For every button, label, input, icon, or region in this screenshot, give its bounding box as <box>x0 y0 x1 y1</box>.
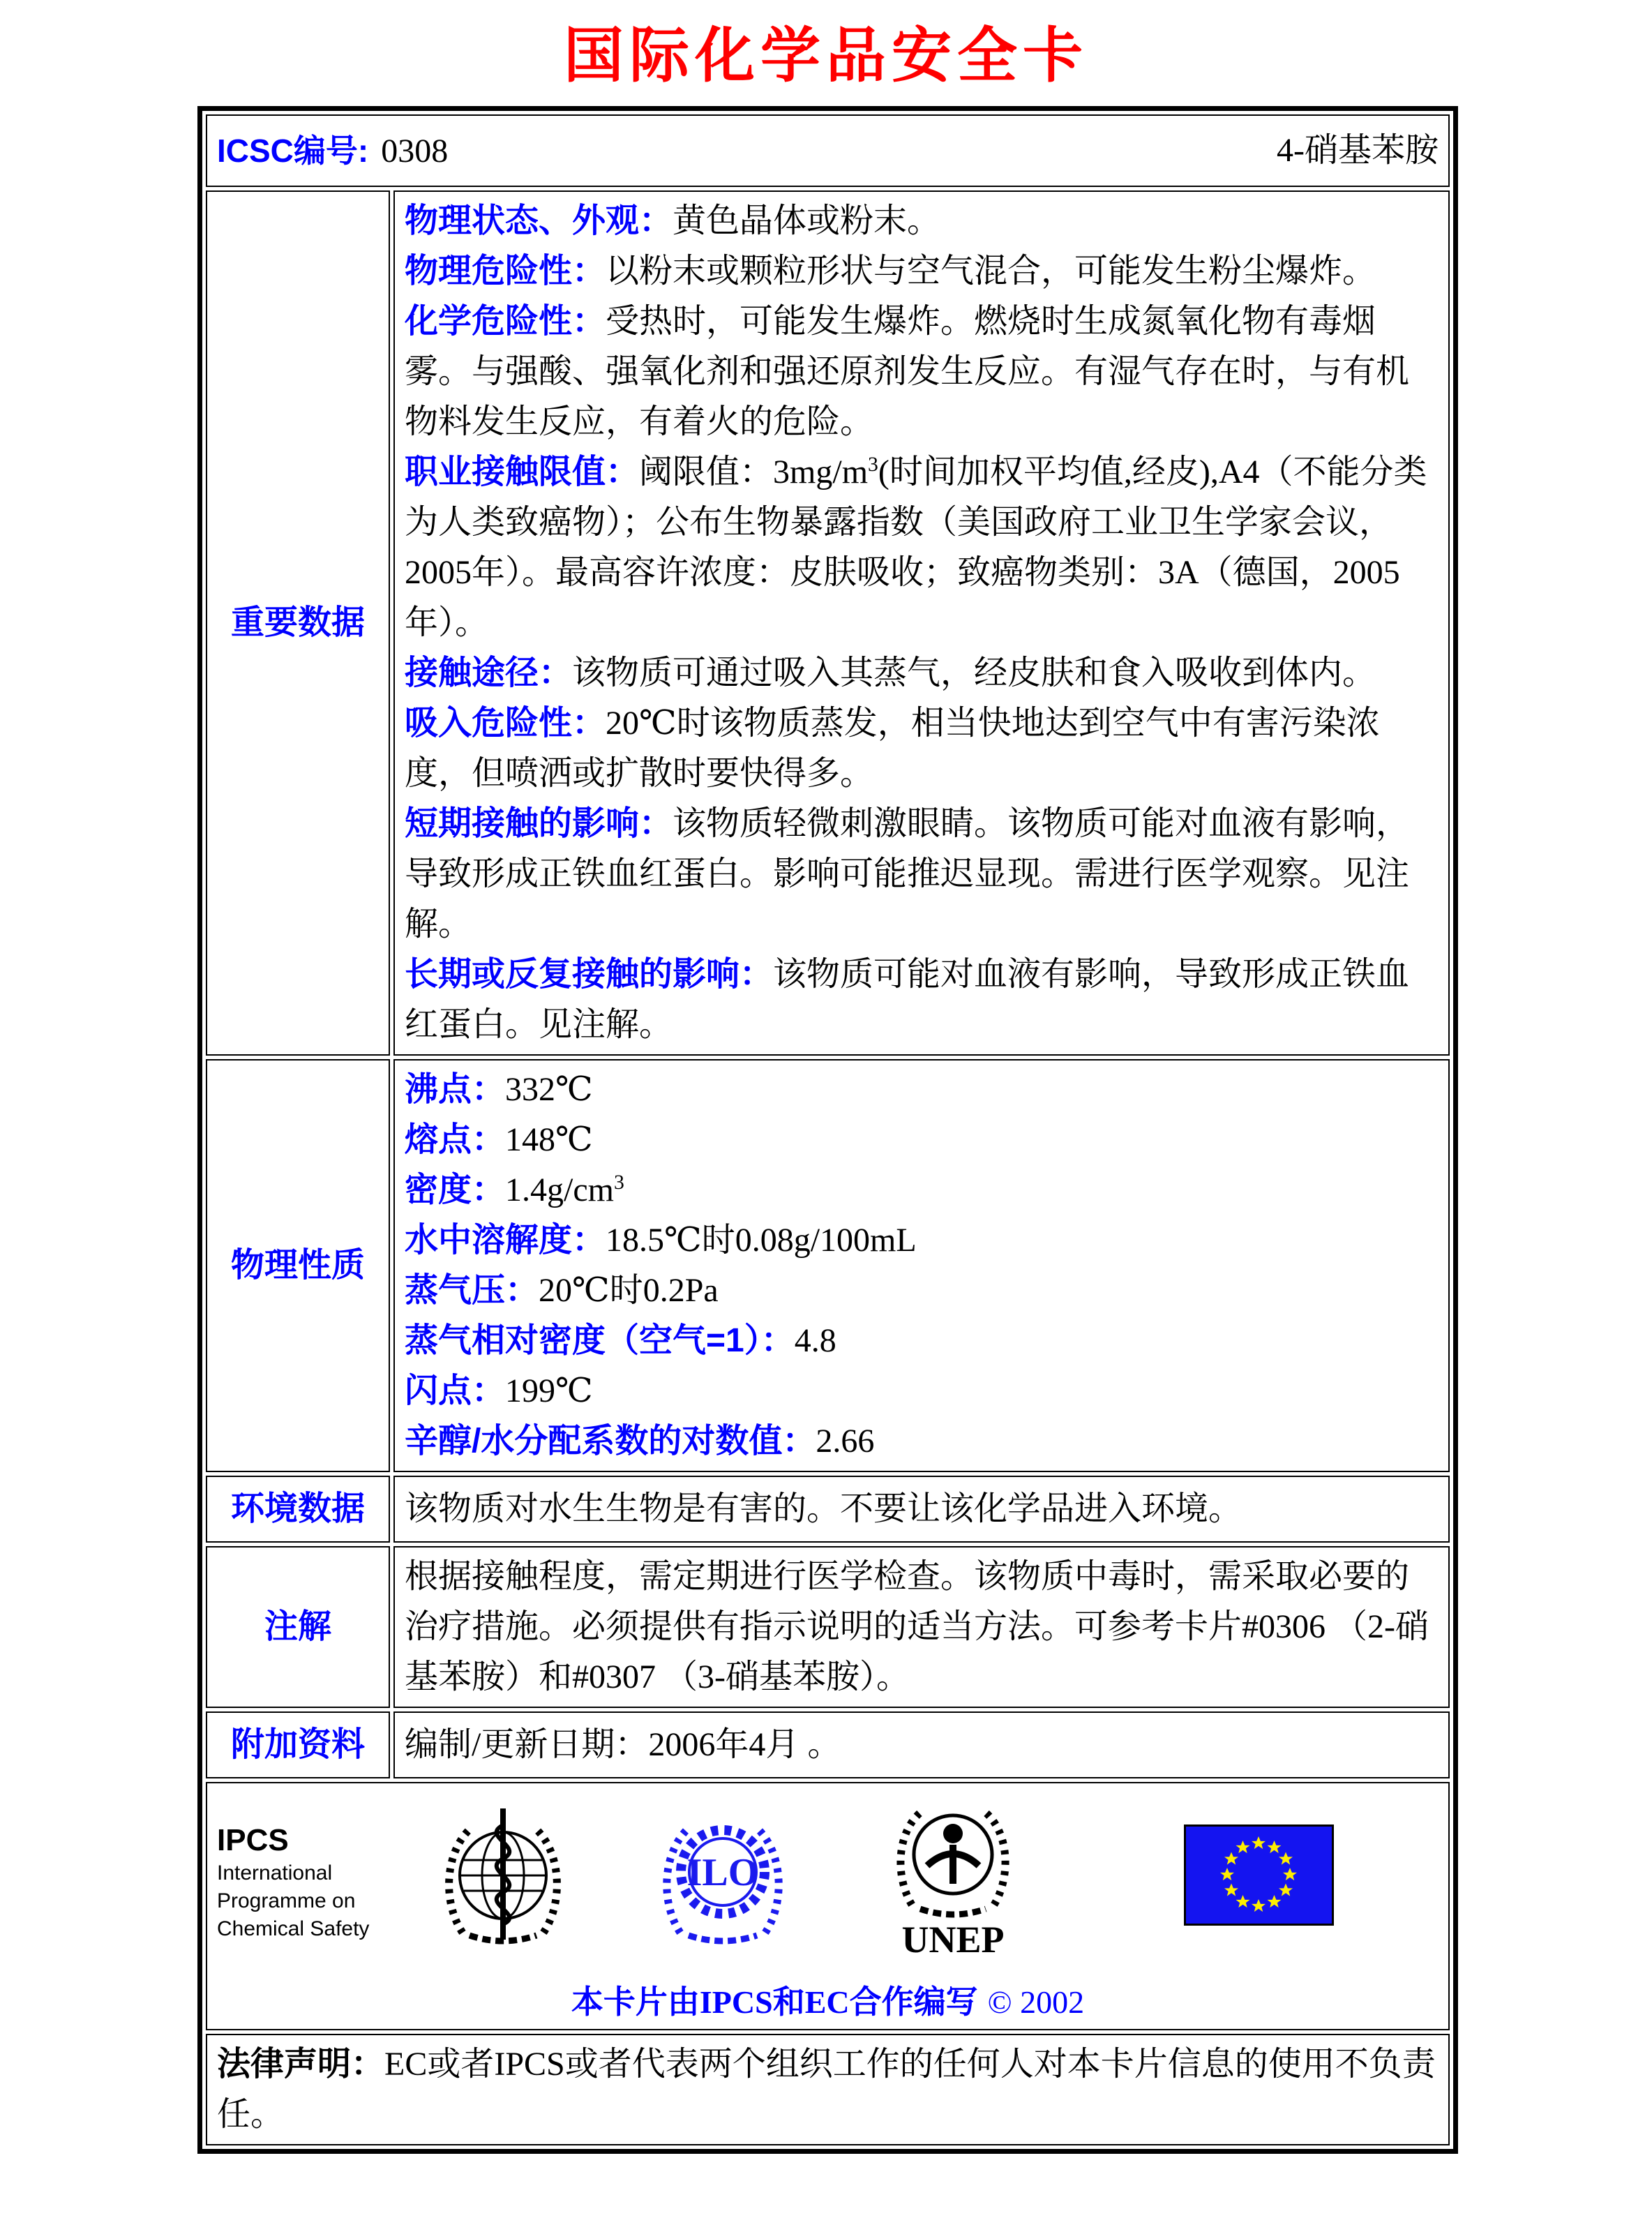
item-label: 密度： <box>405 1171 506 1208</box>
credit-text: 本卡片由IPCS和EC合作编写 <box>571 1984 978 2020</box>
item-text: 18.5℃时0.08g/100mL <box>606 1222 917 1259</box>
important-data-item <box>405 950 1439 1050</box>
section-label-physical-properties: 物理性质 <box>206 1059 390 1472</box>
icsc-number-label: ICSC编号: <box>217 132 369 169</box>
item-text: 199℃ <box>505 1372 593 1409</box>
important-data-item <box>405 799 1439 950</box>
item-text: 以粉末或颗粒形状与空气混合，可能发生粉尘爆炸。 <box>606 253 1376 290</box>
item-text: 黄色晶体或粉末。 <box>673 202 941 239</box>
ilo-emblem-icon <box>656 1806 789 1960</box>
eu-flag-icon <box>1184 1824 1334 1940</box>
ipcs-title: IPCS <box>217 1823 289 1857</box>
physical-property-item <box>405 1165 1439 1215</box>
credit-line <box>217 1981 1439 2023</box>
physical-property-item <box>405 1115 1439 1165</box>
logos-cell <box>206 1782 1450 2030</box>
section-row-environmental-data <box>206 1476 1450 1543</box>
page-title: 国际化学品安全卡 <box>564 22 1088 89</box>
item-label: 水中溶解度： <box>405 1222 606 1259</box>
additional-info-content: 编制/更新日期：2006年4月 。 <box>393 1711 1450 1778</box>
item-text: 该物质轻微刺激眼睛。该物质可能对血液有影响，导致形成正铁血红蛋白。影响可能推迟显现。需进行医学观察。见注解。 <box>405 805 1410 943</box>
physical-property-item <box>405 1266 1439 1316</box>
item-text: 4.8 <box>794 1322 836 1359</box>
ipcs-subtitle-line: International <box>217 1861 333 1884</box>
important-data-item <box>405 648 1439 698</box>
item-text: 阈限值：3mg/m <box>639 454 869 490</box>
item-text: 该物质可能对血液有影响，导致形成正铁血红蛋白。见注解。 <box>405 956 1410 1043</box>
icsc-number-value: 0308 <box>381 132 449 170</box>
important-data-item <box>405 196 1439 246</box>
item-text: 2.66 <box>816 1423 875 1460</box>
notes-content: 根据接触程度，需定期进行医学检查。该物质中毒时，需采取必要的治疗措施。必须提供有指示说明的适当方法。可参考卡片#0306 （2-硝基苯胺）和#0307 （3-硝基苯胺）。 <box>393 1546 1450 1708</box>
item-text: 148℃ <box>505 1121 593 1158</box>
section-row-physical-properties <box>206 1059 1450 1472</box>
item-label: 沸点： <box>405 1071 506 1108</box>
unep-label: UNEP <box>901 1919 1005 1957</box>
item-text: 20℃时0.2Pa <box>539 1272 719 1309</box>
item-text: 20℃时该物质蒸发，相当快地达到空气中有害污染浓度，但喷洒或扩散时要快得多。 <box>405 705 1380 792</box>
copyright-text: © 2002 <box>987 1984 1085 2020</box>
item-text: 332℃ <box>505 1071 593 1108</box>
item-label: 物理状态、外观： <box>405 202 673 239</box>
item-label: 蒸气相对密度（空气=1）： <box>405 1322 795 1359</box>
section-label-additional-info: 附加资料 <box>206 1711 390 1778</box>
legal-row <box>206 2034 1450 2145</box>
chemical-name: 4-硝基苯胺 <box>1277 132 1439 169</box>
physical-property-item <box>405 1316 1439 1366</box>
item-label: 吸入危险性： <box>405 705 606 742</box>
header-cell <box>206 114 1450 187</box>
physical-property-item <box>405 1366 1439 1416</box>
item-text: 该物质可通过吸入其蒸气，经皮肤和食入吸收到体内。 <box>572 654 1376 691</box>
important-data-item <box>405 698 1439 799</box>
item-label: 物理危险性： <box>405 253 606 290</box>
header-row <box>206 114 1450 187</box>
physical-property-item <box>405 1416 1439 1467</box>
item-text: 受热时，可能发生爆炸。燃烧时生成氮氧化物有毒烟雾。与强酸、强氧化剂和强还原剂发生反应。有湿气存在时，与有机物料发生反应，有着火的危险。 <box>405 303 1410 440</box>
item-label: 闪点： <box>405 1372 506 1409</box>
section-label-notes: 注解 <box>206 1546 390 1708</box>
important-data-item <box>405 447 1439 648</box>
important-data-item <box>405 246 1439 297</box>
item-label: 熔点： <box>405 1121 506 1158</box>
section-label-environmental-data: 环境数据 <box>206 1476 390 1543</box>
important-data-item <box>405 297 1439 447</box>
section-row-notes <box>206 1546 1450 1708</box>
icsc-number-group <box>217 126 448 177</box>
ipcs-subtitle-line: Programme on <box>217 1889 356 1912</box>
item-label: 辛醇/水分配系数的对数值： <box>405 1423 816 1460</box>
legal-label: 法律声明： <box>217 2046 385 2083</box>
svg-text:ILO: ILO <box>686 1850 759 1894</box>
item-label: 长期或反复接触的影响： <box>405 956 774 993</box>
environmental-data-content: 该物质对水生生物是有害的。不要让该化学品进入环境。 <box>393 1476 1450 1543</box>
item-label: 短期接触的影响： <box>405 805 673 842</box>
unep-emblem-icon <box>887 1793 1019 1972</box>
legal-cell <box>206 2034 1450 2145</box>
item-label: 接触途径： <box>405 654 573 691</box>
physical-property-item <box>405 1215 1439 1266</box>
ipcs-subtitle-line: Chemical Safety <box>217 1917 370 1940</box>
item-text-after: (时间加权平均值,经皮),A4（不能分类为人类致癌物）；公布生物暴露指数（美国政府工业卫生学家会议，2005年）。最高容许浓度：皮肤吸收；致癌物类别：3A（德国，2005年）。 <box>405 454 1427 641</box>
section-row-additional-info <box>206 1711 1450 1778</box>
ipcs-text-block <box>217 1822 412 1943</box>
section-row-important-data <box>206 190 1450 1056</box>
physical-properties-content <box>393 1059 1450 1472</box>
who-emblem-icon <box>440 1806 566 1960</box>
icsc-card-table <box>197 106 1458 2154</box>
physical-property-item <box>405 1065 1439 1115</box>
logos-row <box>206 1782 1450 2030</box>
legal-text: EC或者IPCS或者代表两个组织工作的任何人对本卡片信息的使用不负责任。 <box>217 2046 1436 2133</box>
item-superscript: 3 <box>868 453 878 476</box>
item-label: 化学危险性： <box>405 303 606 340</box>
section-label-important-data: 重要数据 <box>206 190 390 1056</box>
item-label: 职业接触限值： <box>405 454 640 490</box>
important-data-content <box>393 190 1450 1056</box>
item-superscript: 3 <box>614 1171 624 1194</box>
item-text: 1.4g/cm <box>505 1171 614 1208</box>
item-label: 蒸气压： <box>405 1272 539 1309</box>
